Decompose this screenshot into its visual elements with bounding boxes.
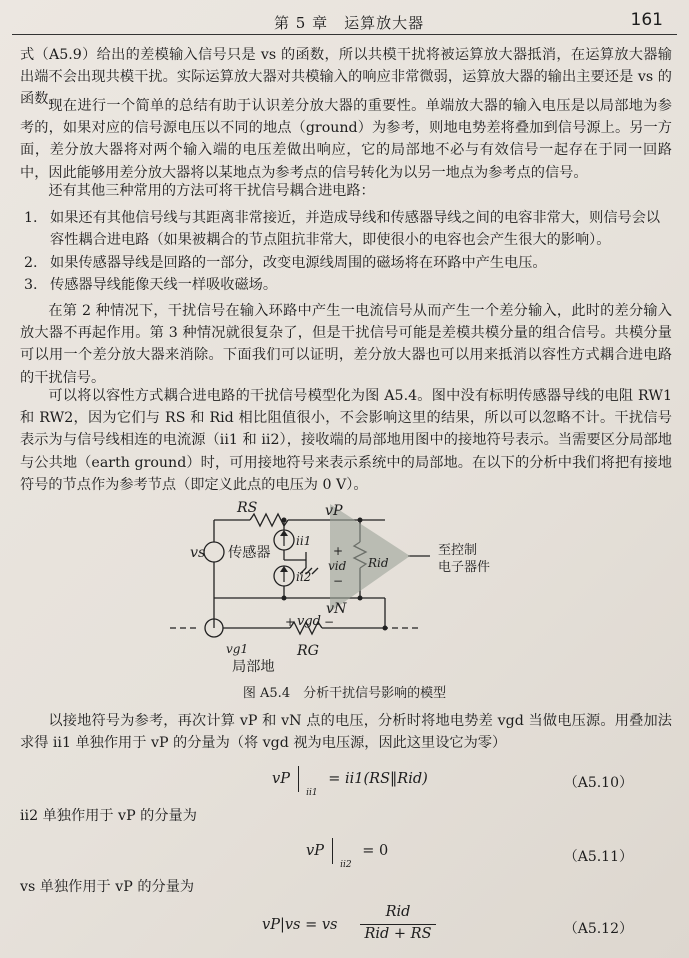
header-divider [12, 34, 677, 35]
label-vg1: vg1 [226, 642, 249, 656]
eq-lhs: vP [272, 771, 290, 787]
label-rg: RG [297, 643, 320, 659]
label-minus-vgd: − [324, 615, 335, 629]
paragraph-6: 以接地符号为参考，再次计算 vP 和 vN 点的电压，分析时将地电势差 vgd 当做电压源。用叠加法求得 ii1 单独作用于 vP 的分量为（将 vgd 视为电压源，因此这里设它为零） [20, 713, 672, 752]
voltage-source-vs [204, 542, 224, 562]
paragraph-1: 式（A5.9）给出的差模输入信号只是 vs 的函数，所以共模干扰将被运算放大器抵消，在运算放大器输出端不会出现共模干扰。实际运算放大器对共模输入的响应非常微弱，运算放大器的输出主要还是 vs 的函数。 [20, 47, 672, 108]
label-out1: 至控制 [438, 543, 478, 558]
paragraph-5: 可以将以容性方式耦合进电路的干扰信号模型化为图 A5.4。图中没有标明传感器导线的电阻 RW1 和 RW2，因为它们与 RS 和 Rid 相比阻值很小，不会影响这里的结果，所以可以忽略不计。干扰信号表示为与信号线相连的电流源（ii1 和 ii2），接收端的局部地用图中的接地符号表示。当需要区分局部地与公共地（earth ground）时，可用接地符号来表示系统中的局部地。在以下的分析中我们将把有接地符号的节点作为参考节点（即定义此点的电压为 0 V）。 [20, 388, 672, 493]
label-minus: − [333, 574, 344, 588]
paragraph-2: 现在进行一个简单的总结有助于认识差分放大器的重要性。单端放大器的输入电压是以局部地为参考的，如果对应的信号源电压以不同的地点（ground）为参考，则地电势差将叠加到信号源上。另一方面，差分放大器将对两个输入端的电压差做出响应，它的局部地不必与有效信号一起存在于同一回路中，因此能够用差分放大器将以某地点为参考点的信号转化为以另一地点为参考点的信号。 [20, 98, 672, 181]
label-vn: vN [326, 601, 347, 617]
label-vid: vid [328, 559, 347, 573]
label-sensor: 传感器 [228, 545, 271, 561]
label-vp: vP [325, 503, 343, 519]
label-out2: 电子器件 [438, 560, 491, 575]
eq-lhs: vP|vs = vs [262, 917, 338, 933]
label-vs: vs [190, 545, 206, 561]
chapter-title: 第 5 章 运算放大器 [274, 14, 425, 32]
eq-sub: ii1 [306, 788, 318, 798]
circuit-figure [0, 490, 689, 680]
equation-number: （A5.10） [563, 775, 633, 791]
page-number: 161 [630, 10, 663, 30]
ground-symbol [312, 568, 318, 574]
equation-a5-10 [272, 766, 428, 798]
eq-denominator: Rid + RS [364, 926, 432, 942]
eq-lhs: vP [306, 843, 324, 859]
paragraph-4: 在第 2 种情况下，干扰信号在输入环路中产生一电流信号从而产生一个差分输入，此时的差分输入放大器不再起作用。第 3 种情况就很复杂了，但是干扰信号可能是差模共模分量的组合信号。共模分量可以用一个差分放大器来消除。下面我们可以证明，差分放大器也可以用来抵消以容性方式耦合进电路的干扰信号。 [20, 303, 672, 386]
eq-rhs: = 0 [362, 843, 389, 859]
list-text: 如果还有其他信号线与其距离非常接近，并造成导线和传感器导线之间的电容非常大，则信号会以容性耦合进电路（如果被耦合的节点阻抗非常大，即使很小的电容也会产生很大的影响）。 [50, 210, 661, 249]
node-dot [282, 518, 287, 523]
page-header [12, 10, 677, 32]
equation-intro: vs 单独作用于 vP 的分量为 [20, 879, 195, 895]
list-item [24, 252, 670, 274]
node-dot [358, 596, 363, 601]
label-ii2: ii2 [296, 570, 312, 584]
paragraph-3: 还有其他三种常用的方法可将干扰信号耦合进电路： [48, 183, 375, 199]
list-item [24, 207, 670, 251]
list-number: 2. [24, 255, 38, 271]
list-number: 3. [24, 277, 38, 293]
label-plus: + [333, 544, 344, 558]
node-dot [358, 518, 363, 523]
label-rs: RS [237, 500, 258, 516]
eq-sub: ii2 [340, 860, 352, 870]
equation-a5-12 [262, 906, 442, 946]
node-dot [282, 596, 287, 601]
figure-caption: 图 A5.4 分析干扰信号影响的模型 [242, 686, 447, 701]
list-item [24, 274, 670, 296]
eq-numerator: Rid [385, 904, 411, 920]
label-ii1: ii1 [296, 534, 312, 548]
equation-intro: ii2 单独作用于 vP 的分量为 [20, 808, 197, 824]
label-vgd: vgd [297, 614, 321, 629]
equation-number: （A5.11） [563, 849, 633, 865]
node-dot [383, 626, 388, 631]
label-plus-vgd: + [285, 615, 296, 629]
eval-bar [298, 766, 299, 792]
equation-a5-11 [306, 838, 388, 870]
eq-rhs: = ii1(RS‖Rid) [328, 771, 428, 787]
label-rid: Rid [368, 556, 389, 570]
fraction-bar [360, 924, 436, 925]
list-text: 如果传感器导线是回路的一部分，改变电源线周围的磁场将在环路中产生电压。 [50, 255, 547, 271]
eval-bar [332, 838, 333, 864]
label-local-ground: 局部地 [232, 659, 275, 675]
list-text: 传感器导线能像天线一样吸收磁场。 [50, 277, 278, 293]
equation-number: （A5.12） [563, 921, 633, 937]
list-number: 1. [24, 210, 38, 226]
